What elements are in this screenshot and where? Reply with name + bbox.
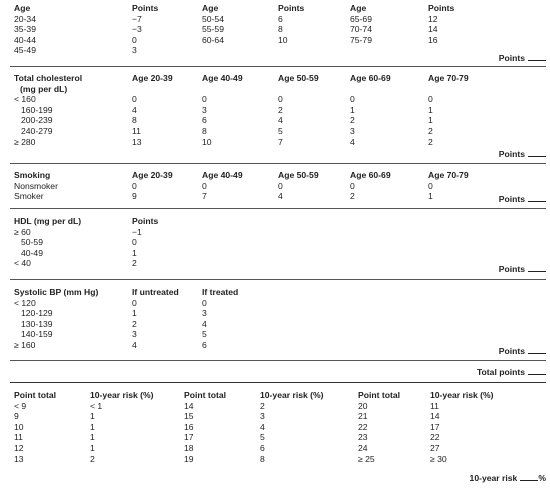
age-section <box>10 3 546 63</box>
points-value: 0 <box>428 180 433 191</box>
points-value: 5 <box>278 125 283 136</box>
point-total: 15 <box>184 411 194 422</box>
risk-percent: 6 <box>260 442 265 453</box>
points-value: 1 <box>132 247 137 258</box>
points-value: 0 <box>350 94 355 105</box>
bp-row <box>10 340 546 351</box>
risk-percent: 4 <box>260 421 265 432</box>
smoking-header-row <box>10 170 546 181</box>
points-value: −1 <box>132 226 142 237</box>
point-total: 18 <box>184 442 194 453</box>
untreated-points: 4 <box>132 339 137 350</box>
points-value: −7 <box>132 13 142 24</box>
points-value: 2 <box>350 115 355 126</box>
age-group-header: Age 70-79 <box>428 73 469 83</box>
treated-points: 0 <box>202 297 207 308</box>
points-value: 0 <box>132 180 137 191</box>
cholesterol-units: (mg per dL) <box>20 83 68 94</box>
risk-row <box>10 422 546 433</box>
point-total: 9 <box>14 411 19 422</box>
divider <box>10 163 546 164</box>
age-group-header: Age 50-59 <box>278 170 319 180</box>
hdl-row <box>10 248 546 259</box>
percent-unit: % <box>538 473 546 483</box>
age-col-header: Age <box>202 3 219 13</box>
points-label: Points <box>498 346 525 356</box>
point-total: 17 <box>184 432 194 443</box>
points-blank-line <box>528 194 546 202</box>
total-points-blank <box>477 367 546 378</box>
risk-col-header: 10-year risk (%) <box>260 390 324 400</box>
points-blank-line <box>528 346 546 354</box>
age-group-header: Age 60-69 <box>350 73 391 83</box>
ten-year-risk-blank <box>470 473 546 484</box>
points-value: 3 <box>350 125 355 136</box>
hdl-range: 50-59 <box>21 237 43 248</box>
point-total: 19 <box>184 453 194 464</box>
points-value: 0 <box>132 237 137 248</box>
points-value: 4 <box>350 136 355 147</box>
points-value: 4 <box>132 104 137 115</box>
points-value: 2 <box>428 136 433 147</box>
points-value: 8 <box>278 24 283 35</box>
points-value: 4 <box>278 115 283 126</box>
hdl-section <box>10 216 546 274</box>
points-value: 11 <box>132 125 141 136</box>
age-range: 55-59 <box>202 24 224 35</box>
points-col-header: Points <box>428 3 455 13</box>
ten-year-risk-label: 10-year risk <box>469 473 518 483</box>
age-col-header: Age <box>350 3 367 13</box>
points-value: 1 <box>428 191 433 202</box>
treated-points: 6 <box>202 339 207 350</box>
point-total: 10 <box>14 421 24 432</box>
hdl-row <box>10 237 546 248</box>
point-total-col-header: Point total <box>184 390 227 400</box>
age-range: 40-44 <box>14 34 36 45</box>
points-value: 3 <box>132 45 137 56</box>
points-value: 4 <box>278 191 283 202</box>
points-blank-line <box>528 149 546 157</box>
points-label: Points <box>498 53 525 63</box>
point-total: 14 <box>184 400 194 411</box>
age-points-blank <box>499 53 546 64</box>
point-total: 21 <box>358 411 368 422</box>
age-range: 75-79 <box>350 34 372 45</box>
hdl-col-header: HDL (mg per dL) <box>14 216 82 226</box>
treated-points: 4 <box>202 318 207 329</box>
points-value: 0 <box>278 94 283 105</box>
point-total: 24 <box>358 442 368 453</box>
smoking-points-blank <box>499 194 546 205</box>
bp-row <box>10 319 546 330</box>
age-group-header: Age 70-79 <box>428 170 469 180</box>
risk-percent: 5 <box>260 432 265 443</box>
smoking-status: Nonsmoker <box>14 180 58 191</box>
cholesterol-row <box>10 115 546 126</box>
points-value: 2 <box>428 125 433 136</box>
age-group-header: Age 20-39 <box>132 73 173 83</box>
smoking-row <box>10 191 546 202</box>
points-value: 1 <box>350 104 355 115</box>
cholesterol-row <box>10 94 546 105</box>
risk-section <box>10 390 546 483</box>
point-total-col-header: Point total <box>358 390 401 400</box>
points-label: Points <box>498 264 525 274</box>
untreated-col-header: If untreated <box>132 287 179 297</box>
bp-range: 140-159 <box>21 329 53 340</box>
points-value: 0 <box>132 94 137 105</box>
points-value: 0 <box>202 94 207 105</box>
age-range: 70-74 <box>350 24 372 35</box>
points-value: 10 <box>202 136 212 147</box>
risk-percent: 27 <box>430 442 440 453</box>
points-value: 7 <box>278 136 283 147</box>
age-row <box>10 24 546 35</box>
points-value: 0 <box>132 34 137 45</box>
bp-section <box>10 287 546 356</box>
age-group-header: Age 50-59 <box>278 73 319 83</box>
risk-percent: 1 <box>90 411 95 422</box>
cholesterol-row <box>10 105 546 116</box>
risk-percent: 1 <box>90 421 95 432</box>
points-value: 3 <box>202 104 207 115</box>
bp-row <box>10 298 546 309</box>
risk-percent: 3 <box>260 411 265 422</box>
bp-range: < 120 <box>14 297 36 308</box>
risk-row <box>10 411 546 422</box>
point-total: 22 <box>358 421 368 432</box>
points-value: 9 <box>132 191 137 202</box>
point-total: 20 <box>358 400 368 411</box>
untreated-points: 2 <box>132 318 137 329</box>
risk-percent: 1 <box>90 432 95 443</box>
treated-col-header: If treated <box>202 287 239 297</box>
hdl-points-blank <box>499 264 546 275</box>
points-value: 2 <box>278 104 283 115</box>
cholesterol-row <box>10 137 546 148</box>
cholesterol-row <box>10 126 546 137</box>
age-range: 35-39 <box>14 24 36 35</box>
points-value: 8 <box>202 125 207 136</box>
bp-range: 130-139 <box>21 318 53 329</box>
points-value: 2 <box>350 191 355 202</box>
age-range: 20-34 <box>14 13 36 24</box>
hdl-header-row <box>10 216 546 227</box>
points-value: 6 <box>202 115 207 126</box>
points-value: 12 <box>428 13 438 24</box>
treated-points: 5 <box>202 329 207 340</box>
risk-percent: < 1 <box>90 400 103 411</box>
age-group-header: Age 40-49 <box>202 73 243 83</box>
age-row <box>10 14 546 25</box>
bp-points-blank <box>499 346 546 357</box>
age-range: 45-49 <box>14 45 36 56</box>
age-header-row <box>10 3 546 14</box>
point-total: 16 <box>184 421 194 432</box>
age-group-header: Age 60-69 <box>350 170 391 180</box>
smoking-col-header: Smoking <box>14 170 51 180</box>
points-blank-line <box>528 264 546 272</box>
risk-col-header: 10-year risk (%) <box>90 390 154 400</box>
smoking-section <box>10 170 546 202</box>
risk-percent: 8 <box>260 453 265 464</box>
points-col-header: Points <box>132 3 159 13</box>
smoking-status: Smoker <box>14 191 44 202</box>
cholesterol-subheader-row <box>10 84 546 95</box>
untreated-points: 3 <box>132 329 137 340</box>
total-points-blank-line <box>528 367 546 375</box>
hdl-row <box>10 227 546 238</box>
point-total: 11 <box>14 432 23 443</box>
bp-range: 120-129 <box>21 308 53 319</box>
points-col-header: Points <box>132 216 159 226</box>
risk-percent: 1 <box>90 442 95 453</box>
hdl-range: 40-49 <box>21 247 43 258</box>
points-value: 6 <box>278 13 283 24</box>
points-value: 8 <box>132 115 137 126</box>
age-group-header: Age 40-49 <box>202 170 243 180</box>
point-total: < 9 <box>14 400 27 411</box>
age-row <box>10 35 546 46</box>
divider <box>10 279 546 280</box>
age-col-header: Age <box>14 3 31 13</box>
point-total-col-header: Point total <box>14 390 57 400</box>
points-col-header: Points <box>278 3 305 13</box>
cholesterol-col-header: Total cholesterol <box>14 73 83 83</box>
points-value: 0 <box>428 94 433 105</box>
untreated-points: 0 <box>132 297 137 308</box>
risk-row <box>10 443 546 454</box>
point-total: ≥ 25 <box>358 453 375 464</box>
points-value: 2 <box>132 258 137 269</box>
divider-thick <box>10 382 546 383</box>
total-points-label: Total points <box>476 367 525 377</box>
risk-percent: 2 <box>90 453 95 464</box>
points-value: 0 <box>278 180 283 191</box>
divider <box>10 66 546 67</box>
hdl-row <box>10 258 546 269</box>
risk-header-row <box>10 390 546 401</box>
risk-percent: 14 <box>430 411 440 422</box>
risk-percent: 11 <box>430 400 439 411</box>
risk-blank-line <box>520 473 538 481</box>
age-row <box>10 45 546 56</box>
cholesterol-range: 160-199 <box>21 104 53 115</box>
treated-points: 3 <box>202 308 207 319</box>
risk-row <box>10 401 546 412</box>
points-value: 14 <box>428 24 438 35</box>
points-value: 10 <box>278 34 288 45</box>
points-label: Points <box>498 194 525 204</box>
risk-col-header: 10-year risk (%) <box>430 390 494 400</box>
hdl-range: < 40 <box>14 258 31 269</box>
cholesterol-header-row <box>10 73 546 84</box>
point-total: 13 <box>14 453 24 464</box>
bp-header-row <box>10 287 546 298</box>
points-value: 0 <box>350 180 355 191</box>
point-total: 12 <box>14 442 24 453</box>
cholesterol-range: 200-239 <box>21 115 53 126</box>
age-range: 65-69 <box>350 13 372 24</box>
point-total: 23 <box>358 432 368 443</box>
points-value: 16 <box>428 34 438 45</box>
hdl-range: ≥ 60 <box>14 226 31 237</box>
risk-row <box>10 454 546 465</box>
risk-percent: 2 <box>260 400 265 411</box>
cholesterol-range: ≥ 280 <box>14 136 36 147</box>
bp-col-header: Systolic BP (mm Hg) <box>14 287 99 297</box>
untreated-points: 1 <box>132 308 137 319</box>
bp-row <box>10 329 546 340</box>
age-range: 60-64 <box>202 34 224 45</box>
cholesterol-range: < 160 <box>14 94 36 105</box>
cholesterol-range: 240-279 <box>21 125 53 136</box>
divider <box>10 360 546 361</box>
risk-percent: ≥ 30 <box>430 453 447 464</box>
points-value: −3 <box>132 24 142 35</box>
points-value: 13 <box>132 136 142 147</box>
points-value: 7 <box>202 191 207 202</box>
age-group-header: Age 20-39 <box>132 170 173 180</box>
points-label: Points <box>498 149 525 159</box>
risk-percent: 22 <box>430 432 440 443</box>
bp-row <box>10 308 546 319</box>
points-value: 1 <box>428 104 433 115</box>
cholesterol-section <box>10 73 546 159</box>
points-value: 0 <box>202 180 207 191</box>
smoking-row <box>10 181 546 192</box>
cholesterol-points-blank <box>499 149 546 160</box>
divider <box>10 208 546 209</box>
points-value: 1 <box>428 115 433 126</box>
age-range: 50-54 <box>202 13 224 24</box>
bp-range: ≥ 160 <box>14 339 36 350</box>
points-blank-line <box>528 53 546 61</box>
risk-row <box>10 432 546 443</box>
risk-percent: 17 <box>430 421 440 432</box>
